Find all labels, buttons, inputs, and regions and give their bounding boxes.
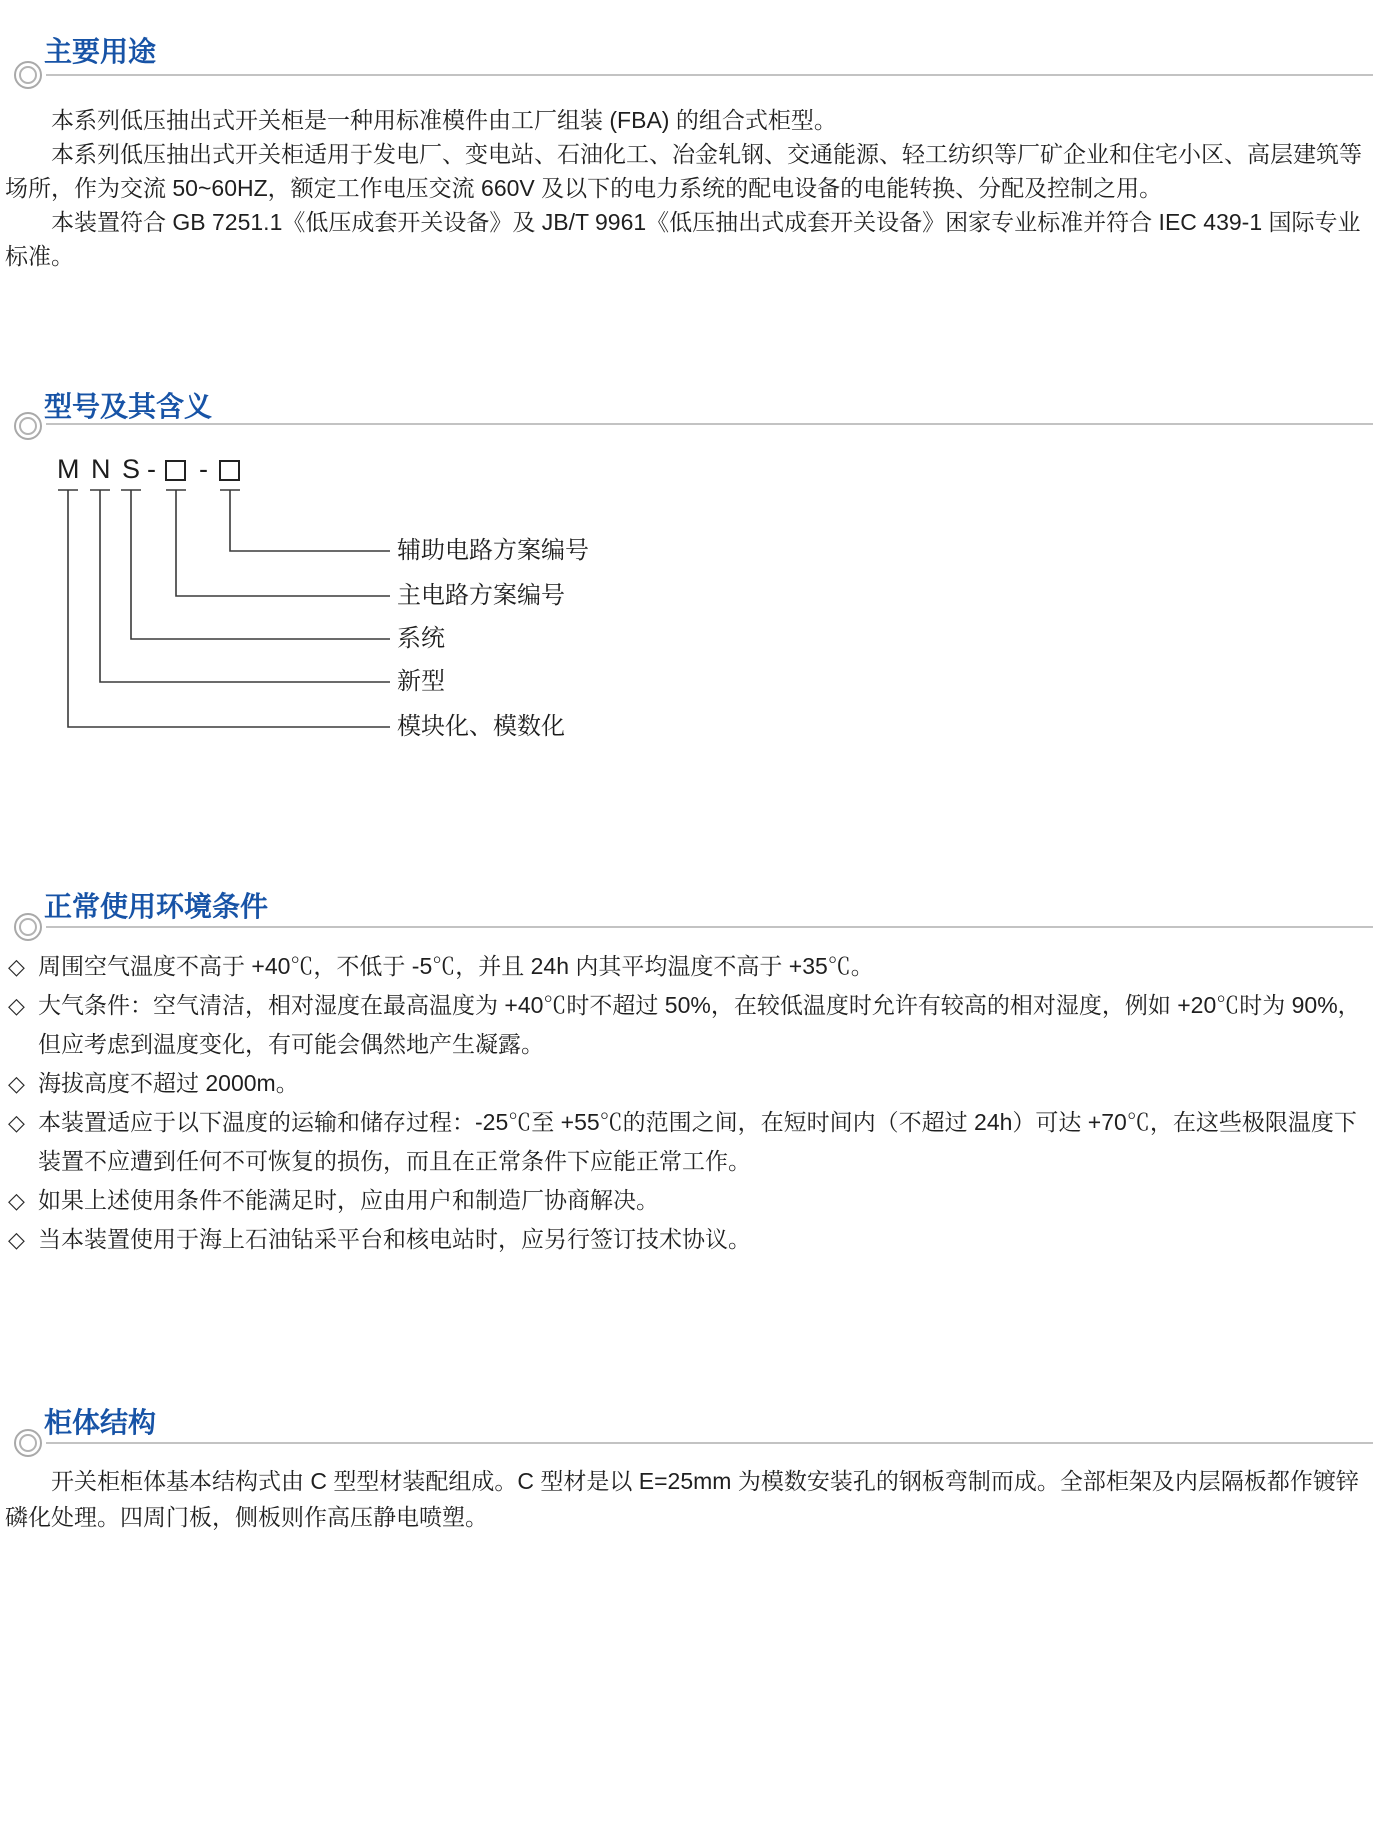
double-ring-icon <box>14 412 42 440</box>
section-rule <box>46 926 1373 928</box>
double-ring-icon <box>14 1429 42 1457</box>
section-heading-structure: 柜体结构 <box>44 1407 157 1438</box>
section-heading-model: 型号及其含义 <box>44 391 213 422</box>
list-item <box>8 1103 1369 1181</box>
model-code-letter-m: M <box>57 454 80 484</box>
condition-text: 大气条件：空气清洁，相对湿度在最高温度为 +40℃时不超过 50%，在较低温度时允许有较高的相对湿度，例如 +20℃时为 90%，但应考虑到温度变化，有可能会偶然地产生凝露。 <box>38 992 1361 1057</box>
diamond-bullet-icon: ◇ <box>8 1188 25 1213</box>
usage-paragraph-3: 本装置符合 GB 7251.1《低压成套开关设备》及 JB/T 9961《低压抽出式成套开关设备》困家专业标准并符合 IEC 439-1 国际专业标准。 <box>5 209 1361 269</box>
diamond-bullet-icon: ◇ <box>8 1071 25 1096</box>
model-label-modular: 模块化、模数化 <box>397 713 565 740</box>
condition-text: 海拔高度不超过 2000m。 <box>38 1070 299 1096</box>
condition-text: 如果上述使用条件不能满足时，应由用户和制造厂协商解决。 <box>38 1187 659 1213</box>
usage-paragraph-2: 本系列低压抽出式开关柜适用于发电厂、变电站、石油化工、冶金轧钢、交通能源、轻工纺织等厂矿企业和住宅小区、高层建筑等场所，作为交流 50~60HZ，额定工作电压交流 660V 及以下的电力系统的配电设备的电能转换、分配及控制之用。 <box>5 141 1362 201</box>
model-code-letter-s: S <box>122 454 141 484</box>
model-code-box-main <box>165 460 186 481</box>
structure-paragraphs <box>5 1463 1369 1535</box>
section-rule <box>46 423 1373 425</box>
model-code-dash-1: - <box>147 454 156 484</box>
usage-paragraphs <box>5 103 1369 273</box>
condition-text: 本装置适应于以下温度的运输和储存过程：-25℃至 +55℃的范围之间，在短时间内（不超过 24h）可达 +70℃，在这些极限温度下装置不应遭到任何不可恢复的损伤，而且在正常条件下应能正常工作。 <box>38 1109 1357 1174</box>
section-rule <box>46 1442 1373 1444</box>
list-item <box>8 1181 1369 1220</box>
model-label-main-circuit: 主电路方案编号 <box>397 582 565 609</box>
diamond-bullet-icon: ◇ <box>8 954 25 979</box>
list-item <box>8 986 1369 1064</box>
usage-paragraph-1: 本系列低压抽出式开关柜是一种用标准模件由工厂组装 (FBA) 的组合式柜型。 <box>51 107 837 133</box>
model-code-box-aux <box>219 460 240 481</box>
condition-text: 当本装置使用于海上石油钻采平台和核电站时，应另行签订技术协议。 <box>38 1226 751 1252</box>
list-item <box>8 1220 1369 1259</box>
section-heading-environment: 正常使用环境条件 <box>44 891 269 922</box>
diamond-bullet-icon: ◇ <box>8 1227 25 1252</box>
double-ring-icon <box>14 913 42 941</box>
environment-conditions-list <box>8 947 1369 1259</box>
model-label-aux-circuit: 辅助电路方案编号 <box>397 537 589 564</box>
model-label-system: 系统 <box>397 625 445 652</box>
double-ring-icon <box>14 61 42 89</box>
structure-paragraph-1: 开关柜柜体基本结构式由 C 型型材装配组成。C 型材是以 E=25mm 为模数安装孔的钢板弯制而成。全部柜架及内层隔板都作镀锌磷化处理。四周门板，侧板则作高压静电喷塑。 <box>5 1468 1359 1530</box>
diamond-bullet-icon: ◇ <box>8 1110 25 1135</box>
model-code-diagram <box>0 440 1373 750</box>
list-item <box>8 1064 1369 1103</box>
list-item <box>8 947 1369 986</box>
diamond-bullet-icon: ◇ <box>8 993 25 1018</box>
model-code-letter-n: N <box>91 454 111 484</box>
model-label-new-type: 新型 <box>397 668 445 695</box>
condition-text: 周围空气温度不高于 +40℃，不低于 -5℃，并且 24h 内其平均温度不高于 +35℃。 <box>38 953 874 979</box>
model-code-dash-2: - <box>199 454 208 484</box>
section-heading-usage: 主要用途 <box>44 36 157 67</box>
section-rule <box>46 74 1373 76</box>
